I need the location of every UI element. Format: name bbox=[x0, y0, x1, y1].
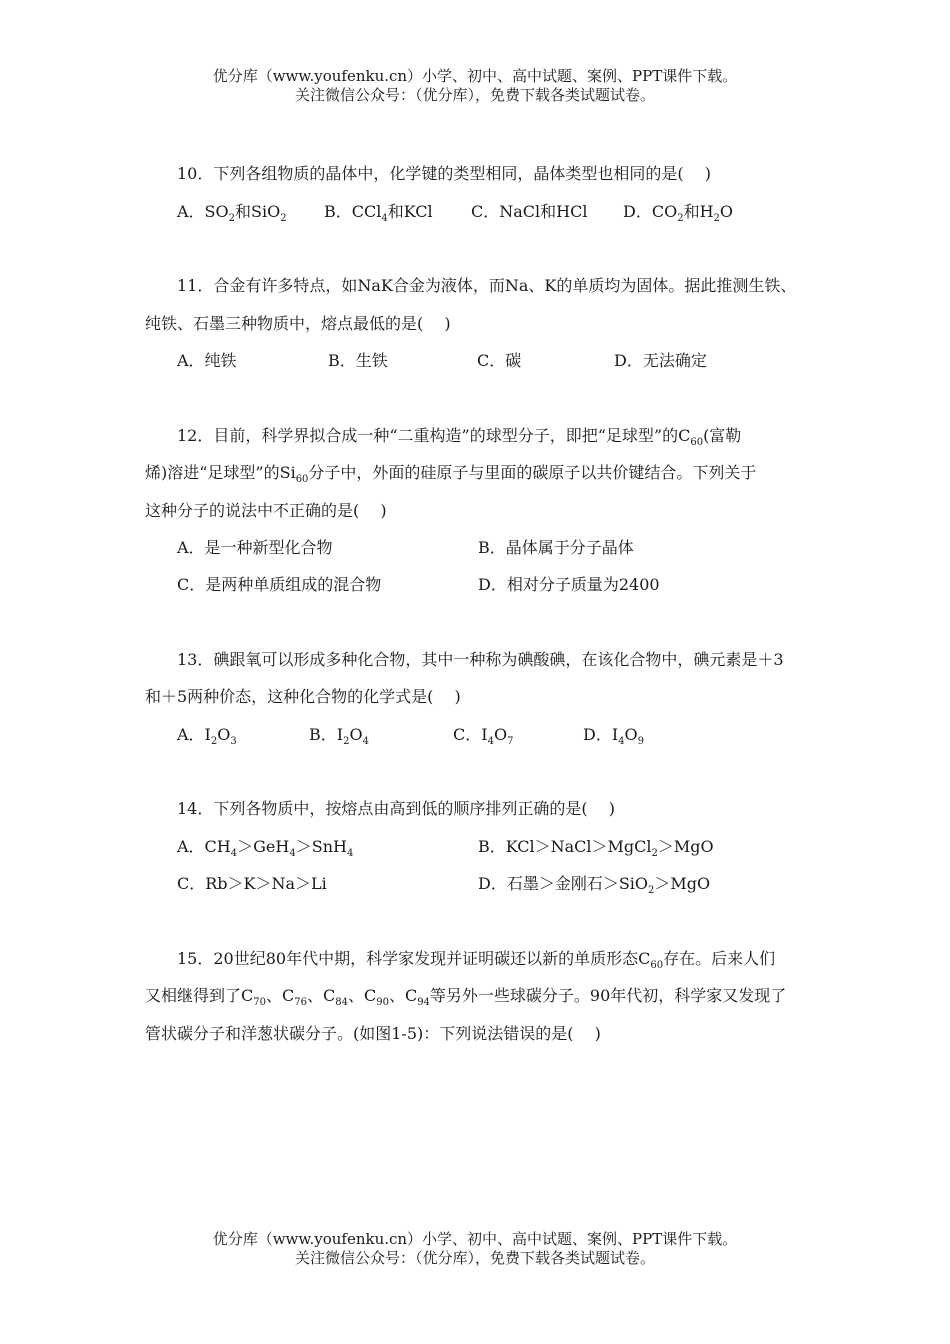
q10-option-d: D．$CO_2$和$H_2O$ bbox=[623, 202, 734, 224]
q12-stem-line-2: 烯)溶进“足球型”的$Si_{60}$分子中，外面的硅原子与里面的碳原子以共价键结合。下列关于 bbox=[145, 463, 757, 485]
q13-option-c: C．$I_4O_7$ bbox=[453, 725, 514, 747]
q11-stem-line-1: 11．合金有许多特点，如NaK合金为液体，而Na、K的单质均为固体。据此推测生铁、 bbox=[177, 276, 797, 295]
q12-option-d: D．相对分子质量为2400 bbox=[478, 575, 660, 594]
q10-option-a: A．$SO_2$和SiO$_2$ bbox=[177, 202, 287, 224]
footer-line-1: 优分库（www.youfenku.cn）小学、初中、高中试题、案例、PPT课件下载。 bbox=[212, 1230, 738, 1248]
q12-option-a: A．是一种新型化合物 bbox=[177, 538, 333, 557]
q13-stem-line-1: 13．碘跟氧可以形成多种化合物，其中一种称为碘酸碘，在该化合物中，碘元素是＋3 bbox=[177, 650, 784, 669]
page-header bbox=[0, 67, 950, 105]
q12-option-b: B．晶体属于分子晶体 bbox=[478, 538, 634, 557]
q14-option-a: A．$CH_4>GeH_4>SnH_4$ bbox=[177, 837, 354, 859]
q14-option-b: B．KCl＞NaCl＞MgCl$_2$＞MgO bbox=[478, 837, 714, 859]
footer-line-2: 关注微信公众号：（优分库），免费下载各类试题试卷。 bbox=[294, 1249, 655, 1267]
q12-option-c: C．是两种单质组成的混合物 bbox=[177, 575, 382, 594]
header-line-2: 关注微信公众号：（优分库），免费下载各类试题试卷。 bbox=[294, 86, 655, 104]
page-footer bbox=[0, 1230, 950, 1268]
q14-option-c: C．Rb＞K＞Na＞Li bbox=[177, 874, 327, 893]
q13-option-b: B．$I_2O_4$ bbox=[309, 725, 369, 747]
q13-option-d: D．$I_4O_9$ bbox=[583, 725, 645, 747]
q14-stem: 14．下列各物质中，按熔点由高到低的顺序排列正确的是( ) bbox=[177, 799, 615, 818]
header-line-1: 优分库（www.youfenku.cn）小学、初中、高中试题、案例、PPT课件下载。 bbox=[212, 67, 738, 85]
q12-stem-line-3: 这种分子的说法中不正确的是( ) bbox=[145, 501, 387, 520]
q11-option-b: B．生铁 bbox=[328, 351, 388, 370]
q13-stem-line-2: 和＋5两种价态，这种化合物的化学式是( ) bbox=[145, 687, 461, 706]
q11-option-a: A．纯铁 bbox=[177, 351, 237, 370]
q11-stem-line-2: 纯铁、石墨三种物质中，熔点最低的是( ) bbox=[145, 314, 451, 333]
q14-option-d: D．石墨＞金刚石＞SiO$_2$＞MgO bbox=[478, 874, 711, 896]
q13-option-a: A．$I_2O_3$ bbox=[177, 725, 237, 747]
q10-option-b: B．CCl$_4$和KCl bbox=[324, 202, 433, 224]
q12-stem-line-1: 12．目前，科学界拟合成一种“二重构造”的球型分子，即把“足球型”的$C_{60}$(富勒 bbox=[177, 426, 742, 448]
q15-stem-line-1: 15．20世纪80年代中期，科学家发现并证明碳还以新的单质形态$C_{60}$存在。后来人们 bbox=[177, 949, 776, 971]
q11-option-c: C．碳 bbox=[477, 351, 522, 370]
q10-stem: 10．下列各组物质的晶体中，化学键的类型相同，晶体类型也相同的是( ) bbox=[177, 164, 711, 183]
q11-option-d: D．无法确定 bbox=[614, 351, 707, 370]
q10-option-c: C．NaCl和HCl bbox=[471, 202, 588, 221]
q15-stem-line-3: 管状碳分子和洋葱状碳分子。(如图1-5)：下列说法错误的是( ) bbox=[145, 1024, 601, 1043]
q15-stem-line-2: 又相继得到了$C_{70}$、$C_{76}$、$C_{84}$、$C_{90}$、$C_{94}$等另外一些球碳分子。90年代初，科学家又发现了 bbox=[145, 986, 787, 1008]
